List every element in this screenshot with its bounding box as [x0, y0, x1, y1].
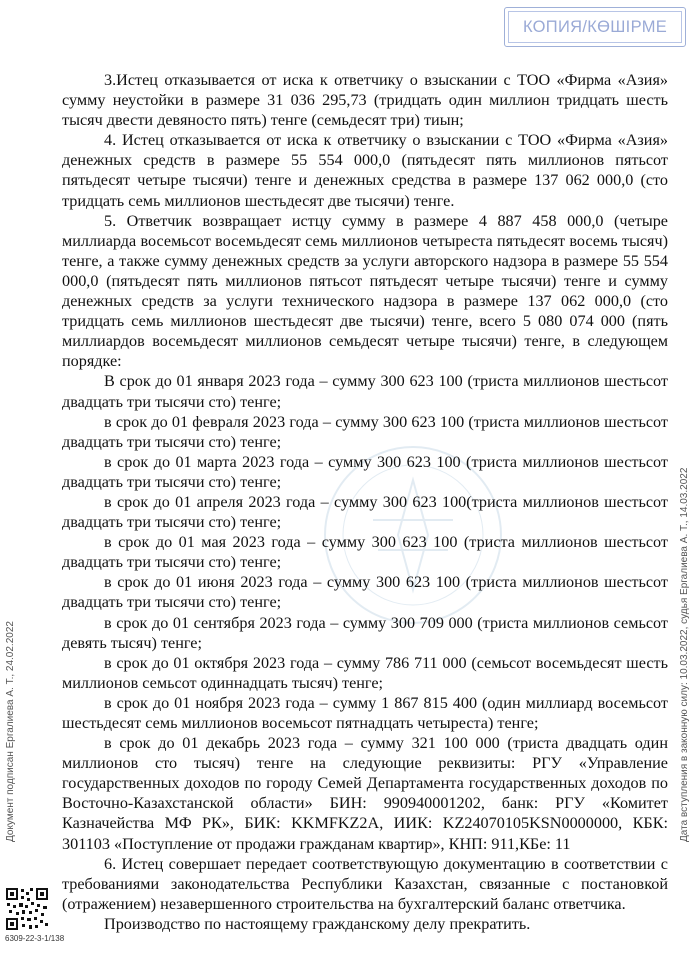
- closing-paragraph: Производство по настоящему гражданскому делу прекратить.: [104, 914, 531, 933]
- effective-date-note-right: Дата вступления в законную силу: 10.03.2022, судья Ергалиева А. Т., 14.03.2022: [679, 467, 690, 842]
- schedule-december: в срок до 01 декабрь 2023 года – сумму 321 100 000 (триста двадцать один миллионов сто тысяч) тенге на следующие реквизиты: РГУ «Управление государственных доходов по городу Семей Департамента государственных доходов по Восточно-Казахстанской области» БИН: 990940001202, банк: РГУ «Комитет Казначейства МФ РК», БИК: KKMFKZ2A, ИИК: KZ24070105KSN0000000, КБК: 301103 «Поступление от продажи гражданам квартир», КНП: 911,КБе: 11: [62, 734, 668, 853]
- schedule-june: в срок до 01 июня 2023 года – сумму 300 623 100 (триста миллионов шестьсот двадцать три тысячи сто) тенге;: [62, 573, 668, 612]
- signature-note-left: Документ подписан Ергалиева А. Т., 24.02.2022: [5, 621, 16, 842]
- paragraph-6: 6. Истец совершает передает соответствующую документацию в соответствии с требованиями законодательства Республики Казахстан, связанные с постановкой (отражением) незавершенного строительства на бухгалтерский баланс ответчика.: [62, 854, 668, 913]
- copy-stamp: [504, 7, 686, 47]
- schedule-april: в срок до 01 апреля 2023 года – сумму 300 623 100(триста миллионов шестьсот двадцать три тысячи сто) тенге;: [62, 492, 668, 532]
- qr-code-icon: [5, 887, 49, 931]
- paragraph-3: 3.Истец отказывается от иска к ответчику о взыскании с ТОО «Фирма «Азия» сумму неустойки в размере 31 036 295,73 (тридцать один миллион тридцать шесть тысяч двести девяносто пять) тенге (семьдесят три) тиын;: [62, 71, 668, 130]
- paragraph-5: 5. Ответчик возвращает истцу сумму в размере 4 887 458 000,0 (четыре миллиарда восемьсот восемьдесят семь миллионов четыреста пятьдесят восемь тысяч) тенге, а также сумму денежных средств за услуги авторского надзора в размере 55 554 000,0 (пятьдесят пять миллионов пятьсот пятьдесят четыре тысячи) тенге и сумму денежных средств за услуги технического надзора в размере 137 062 000,0 (сто тридцать семь миллионов шестьдесят две тысячи) тенге, всего 5 080 074 000 (пять миллиардов восемьдесят миллионов семьдесят четыре тысячи) тенге, в следующем порядке:: [62, 211, 668, 371]
- document-code: 6309-22-3-1/138: [5, 934, 65, 943]
- schedule-november: в срок до 01 ноября 2023 года – сумму 1 867 815 400 (один миллиард восемьсот шестьдесят семь миллионов восемьсот пятнадцать четыреста) тенге;: [62, 693, 668, 732]
- schedule-may: в срок до 01 мая 2023 года – сумму 300 623 100 (триста миллионов шестьсот двадцать три тысячи сто) тенге;: [62, 533, 668, 572]
- schedule-january: В срок до 01 января 2023 года – сумму 300 623 100 (триста миллионов шестьсот двадцать три тысячи сто) тенге;: [62, 372, 668, 411]
- paragraph-4: 4. Истец отказывается от иска к ответчику о взыскании с ТОО «Фирма «Азия» денежных средств в размере 55 554 000,0 (пятьдесят пять миллионов пятьсот пятьдесят четыре тысячи) тенге и денежных средства в размере 137 062 000,0 (сто тридцать семь миллионов шестьдесят две тысячи) тенге.: [62, 131, 668, 210]
- schedule-march: в срок до 01 марта 2023 года – сумму 300 623 100 (триста миллионов шестьсот двадцать три тысячи сто) тенге;: [62, 452, 668, 491]
- schedule-february: в срок до 01 февраля 2023 года – сумму 300 623 100 (триста миллионов шестьсот двадцать три тысячи сто) тенге;: [62, 412, 668, 451]
- document-body: [62, 70, 668, 934]
- schedule-october: в срок до 01 октября 2023 года – сумму 786 711 000 (семьсот восемьдесят шесть миллионов семьсот одиннадцать тысяч) тенге;: [62, 653, 668, 692]
- copy-stamp-label: КОПИЯ/КӨШІРМЕ: [508, 11, 682, 43]
- schedule-september: в срок до 01 сентября 2023 года – сумму 300 709 000 (триста миллионов семьсот девять тысяч) тенге;: [62, 613, 668, 652]
